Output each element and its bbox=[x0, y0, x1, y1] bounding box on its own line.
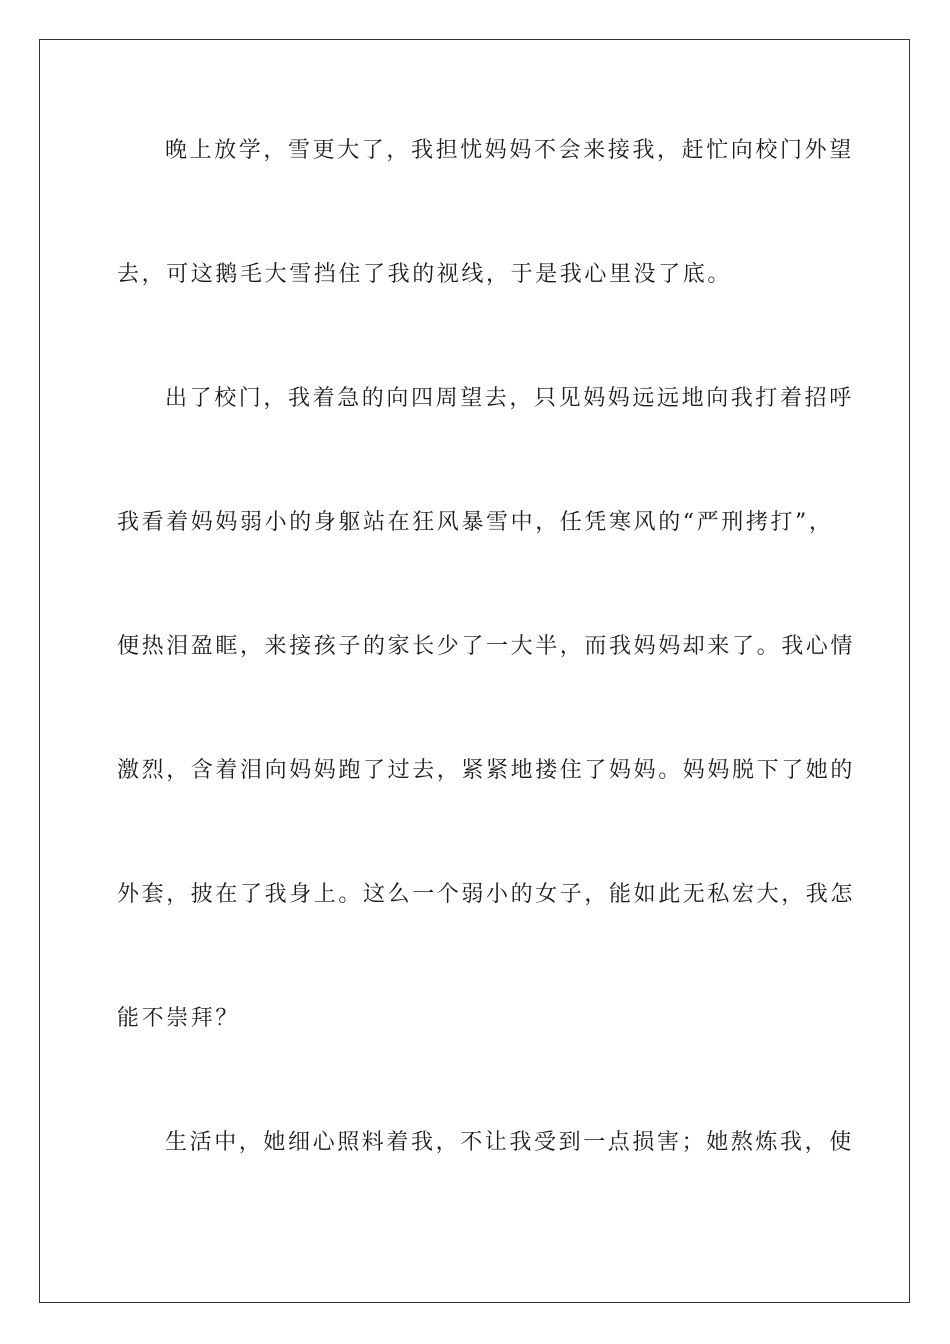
text-line: 便热泪盈眶，来接孩子的家长少了一大半，而我妈妈却来了。我心情 bbox=[117, 634, 856, 659]
text-line: 激烈，含着泪向妈妈跑了过去，紧紧地搂住了妈妈。妈妈脱下了她的 bbox=[117, 758, 856, 783]
text-line: 生活中，她细心照料着我，不让我受到一点损害；她熬炼我，使 bbox=[165, 1130, 854, 1155]
text-line: 去，可这鹅毛大雪挡住了我的视线，于是我心里没了底。 bbox=[117, 262, 733, 287]
text-line: 晚上放学，雪更大了，我担忧妈妈不会来接我，赶忙向校门外望 bbox=[165, 138, 854, 163]
text-line: 外套，披在了我身上。这么一个弱小的女子，能如此无私宏大，我怎 bbox=[117, 882, 856, 907]
text-line: 能不崇拜？ bbox=[117, 1006, 241, 1031]
page-border bbox=[39, 39, 910, 1303]
text-line: 我看着妈妈弱小的身躯站在狂风暴雪中，任凭寒风的“严刑拷打”， bbox=[117, 510, 834, 535]
text-line: 出了校门，我着急的向四周望去，只见妈妈远远地向我打着招呼 bbox=[165, 386, 854, 411]
